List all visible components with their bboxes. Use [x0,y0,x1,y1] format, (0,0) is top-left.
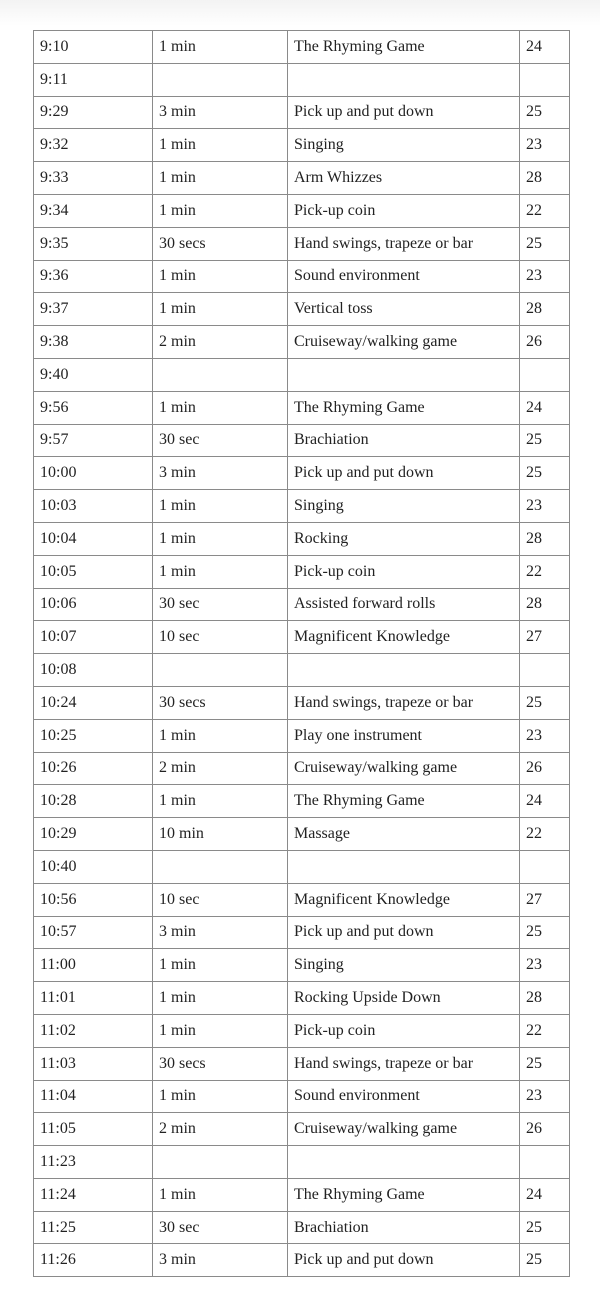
page-cell: 25 [520,424,570,457]
table-row [34,391,570,424]
activity-cell [288,358,520,391]
duration-cell: 2 min [153,1113,288,1146]
activity-cell: Pick-up coin [288,1014,520,1047]
activity-cell: Hand swings, trapeze or bar [288,686,520,719]
table-row [34,916,570,949]
time-cell: 10:05 [34,555,153,588]
duration-cell: 1 min [153,490,288,523]
duration-cell: 1 min [153,1014,288,1047]
duration-cell: 3 min [153,916,288,949]
activity-cell: Magnificent Knowledge [288,621,520,654]
page-cell: 25 [520,1211,570,1244]
table-row [34,785,570,818]
activity-cell: Magnificent Knowledge [288,883,520,916]
page-cell [520,358,570,391]
time-cell: 11:24 [34,1178,153,1211]
activity-cell: Singing [288,949,520,982]
activity-cell: Cruiseway/walking game [288,1113,520,1146]
activity-cell: The Rhyming Game [288,31,520,64]
activity-cell: Pick-up coin [288,194,520,227]
activity-cell [288,63,520,96]
page-cell: 26 [520,1113,570,1146]
page-cell: 28 [520,162,570,195]
duration-cell: 10 sec [153,883,288,916]
table-row [34,490,570,523]
time-cell: 11:25 [34,1211,153,1244]
duration-cell: 1 min [153,129,288,162]
duration-cell: 3 min [153,457,288,490]
page-cell [520,63,570,96]
activity-cell: Rocking Upside Down [288,982,520,1015]
page-cell: 24 [520,1178,570,1211]
table-row [34,719,570,752]
table-row [34,1113,570,1146]
duration-cell: 1 min [153,785,288,818]
page-cell: 25 [520,916,570,949]
activity-cell: Play one instrument [288,719,520,752]
time-cell: 10:07 [34,621,153,654]
page-cell: 25 [520,227,570,260]
table-row [34,818,570,851]
top-shadow-bar [0,0,600,26]
activity-cell: Cruiseway/walking game [288,752,520,785]
time-cell: 11:05 [34,1113,153,1146]
table-row [34,457,570,490]
duration-cell: 1 min [153,719,288,752]
activity-cell [288,654,520,687]
duration-cell [153,654,288,687]
table-row [34,1211,570,1244]
table-row [34,1244,570,1277]
table-row [34,1047,570,1080]
activity-cell: Hand swings, trapeze or bar [288,1047,520,1080]
table-row [34,883,570,916]
time-cell: 10:08 [34,654,153,687]
time-cell: 9:37 [34,293,153,326]
table-row [34,949,570,982]
page-cell: 23 [520,719,570,752]
duration-cell: 1 min [153,949,288,982]
time-cell: 11:04 [34,1080,153,1113]
activity-cell: The Rhyming Game [288,1178,520,1211]
time-cell: 9:34 [34,194,153,227]
table-row [34,227,570,260]
duration-cell: 1 min [153,1178,288,1211]
time-cell: 9:32 [34,129,153,162]
table-row [34,982,570,1015]
time-cell: 10:28 [34,785,153,818]
duration-cell: 30 sec [153,588,288,621]
duration-cell: 30 secs [153,1047,288,1080]
duration-cell: 1 min [153,162,288,195]
time-cell: 10:29 [34,818,153,851]
activity-cell: Brachiation [288,1211,520,1244]
table-row [34,194,570,227]
page-cell: 25 [520,1047,570,1080]
table-row [34,522,570,555]
duration-cell: 30 secs [153,227,288,260]
table-row [34,686,570,719]
page-cell: 27 [520,883,570,916]
page-cell: 28 [520,982,570,1015]
table-row [34,1080,570,1113]
time-cell: 11:00 [34,949,153,982]
table-row [34,260,570,293]
table-row [34,1146,570,1179]
duration-cell: 10 min [153,818,288,851]
activity-cell: The Rhyming Game [288,785,520,818]
duration-cell: 3 min [153,1244,288,1277]
time-cell: 9:40 [34,358,153,391]
table-row [34,31,570,64]
time-cell: 10:03 [34,490,153,523]
page-cell: 23 [520,949,570,982]
page-cell [520,654,570,687]
time-cell: 9:10 [34,31,153,64]
time-cell: 10:57 [34,916,153,949]
table-row [34,1178,570,1211]
time-cell: 9:57 [34,424,153,457]
page-cell: 23 [520,1080,570,1113]
page-cell: 22 [520,194,570,227]
activity-cell: Cruiseway/walking game [288,326,520,359]
time-cell: 9:38 [34,326,153,359]
duration-cell [153,1146,288,1179]
time-cell: 11:02 [34,1014,153,1047]
time-cell: 11:03 [34,1047,153,1080]
table-row [34,358,570,391]
activity-cell: Pick up and put down [288,96,520,129]
table-row [34,424,570,457]
time-cell: 10:26 [34,752,153,785]
time-cell: 10:00 [34,457,153,490]
page-cell: 23 [520,129,570,162]
page-cell [520,850,570,883]
page-cell [520,1146,570,1179]
duration-cell: 1 min [153,260,288,293]
table-row [34,621,570,654]
activity-cell: Singing [288,490,520,523]
table-row [34,752,570,785]
time-cell: 10:04 [34,522,153,555]
time-cell: 9:29 [34,96,153,129]
table-row [34,96,570,129]
time-cell: 9:11 [34,63,153,96]
activity-cell: Arm Whizzes [288,162,520,195]
time-cell: 11:01 [34,982,153,1015]
duration-cell: 2 min [153,752,288,785]
page-cell: 25 [520,686,570,719]
time-cell: 9:36 [34,260,153,293]
activity-cell: Pick-up coin [288,555,520,588]
duration-cell: 1 min [153,982,288,1015]
duration-cell: 10 sec [153,621,288,654]
duration-cell: 1 min [153,522,288,555]
page-cell: 22 [520,555,570,588]
schedule-table [33,30,570,1277]
activity-cell: Massage [288,818,520,851]
time-cell: 9:33 [34,162,153,195]
page-cell: 24 [520,31,570,64]
duration-cell: 3 min [153,96,288,129]
duration-cell: 30 secs [153,686,288,719]
activity-cell: The Rhyming Game [288,391,520,424]
activity-cell: Brachiation [288,424,520,457]
activity-cell: Singing [288,129,520,162]
activity-cell [288,1146,520,1179]
activity-cell: Rocking [288,522,520,555]
duration-cell: 1 min [153,194,288,227]
time-cell: 10:25 [34,719,153,752]
duration-cell [153,358,288,391]
activity-cell: Hand swings, trapeze or bar [288,227,520,260]
activity-cell: Pick up and put down [288,457,520,490]
duration-cell: 1 min [153,293,288,326]
page-cell: 23 [520,490,570,523]
page-cell: 24 [520,391,570,424]
page-cell: 22 [520,1014,570,1047]
duration-cell [153,63,288,96]
table-row [34,588,570,621]
page-cell: 28 [520,293,570,326]
table-row [34,555,570,588]
page-cell: 25 [520,1244,570,1277]
page-cell: 27 [520,621,570,654]
page-cell: 26 [520,752,570,785]
time-cell: 9:35 [34,227,153,260]
table-row [34,1014,570,1047]
table-row [34,162,570,195]
activity-cell: Assisted forward rolls [288,588,520,621]
page-cell: 22 [520,818,570,851]
activity-cell: Vertical toss [288,293,520,326]
time-cell: 10:56 [34,883,153,916]
duration-cell: 1 min [153,555,288,588]
page-cell: 25 [520,96,570,129]
page-cell: 24 [520,785,570,818]
activity-cell: Pick up and put down [288,916,520,949]
page-cell: 25 [520,457,570,490]
duration-cell [153,850,288,883]
table-row [34,293,570,326]
page-cell: 26 [520,326,570,359]
table-row [34,129,570,162]
activity-cell: Pick up and put down [288,1244,520,1277]
table-row [34,63,570,96]
time-cell: 10:24 [34,686,153,719]
activity-cell [288,850,520,883]
duration-cell: 1 min [153,391,288,424]
page-cell: 28 [520,522,570,555]
time-cell: 9:56 [34,391,153,424]
activity-cell: Sound environment [288,260,520,293]
page-cell: 23 [520,260,570,293]
duration-cell: 2 min [153,326,288,359]
table-row [34,654,570,687]
table-row [34,326,570,359]
duration-cell: 1 min [153,31,288,64]
time-cell: 11:23 [34,1146,153,1179]
duration-cell: 30 sec [153,1211,288,1244]
time-cell: 11:26 [34,1244,153,1277]
page-cell: 28 [520,588,570,621]
schedule-table-body [34,31,570,1277]
time-cell: 10:40 [34,850,153,883]
activity-cell: Sound environment [288,1080,520,1113]
table-row [34,850,570,883]
duration-cell: 30 sec [153,424,288,457]
time-cell: 10:06 [34,588,153,621]
duration-cell: 1 min [153,1080,288,1113]
